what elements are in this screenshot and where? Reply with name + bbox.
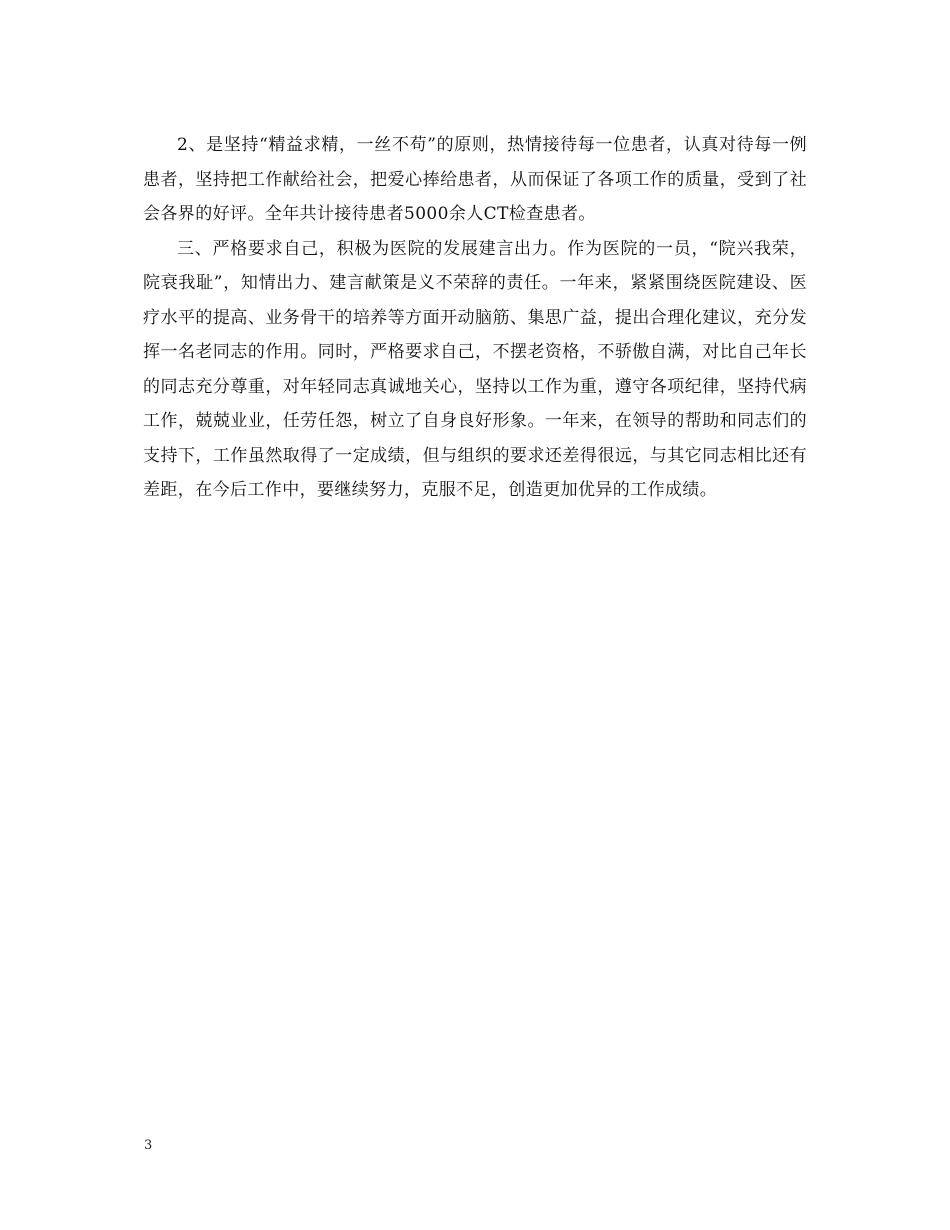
paragraph-self-discipline: 三、严格要求自己，积极为医院的发展建言出力。作为医院的一员，“院兴我荣，院衰我耻”，知情出力、建言献策是义不荣辞的责任。一年来，紧紧围绕医院建设、医疗水平的提高、业务骨干的培养等方面开动脑筋、集思广益，提出合理化建议，充分发挥一名老同志的作用。同时，严格要求自己，不摆老资格，不骄傲自满，对比自己年长的同志充分尊重，对年轻同志真诚地关心，坚持以工作为重，遵守各项纪律，坚持代病工作，兢兢业业，任劳任怨，树立了自身良好形象。一年来，在领导的帮助和同志们的支持下，工作虽然取得了一定成绩，但与组织的要求还差得很远，与其它同志相比还有差距，在今后工作中，要继续努力，克服不足，创造更加优异的工作成绩。 xyxy=(143,238,807,500)
paragraph-quality-principle: 2、是坚持“精益求精，一丝不苟”的原则，热情接待每一位患者，认真对待每一例患者，坚持把工作献给社会，把爱心捧给患者，从而保证了各项工作的质量，受到了社会各界的好评。全年共计接待患者5000余人CT检查患者。 xyxy=(143,135,807,224)
page-number: 3 xyxy=(144,1138,153,1153)
document-body xyxy=(143,128,807,508)
